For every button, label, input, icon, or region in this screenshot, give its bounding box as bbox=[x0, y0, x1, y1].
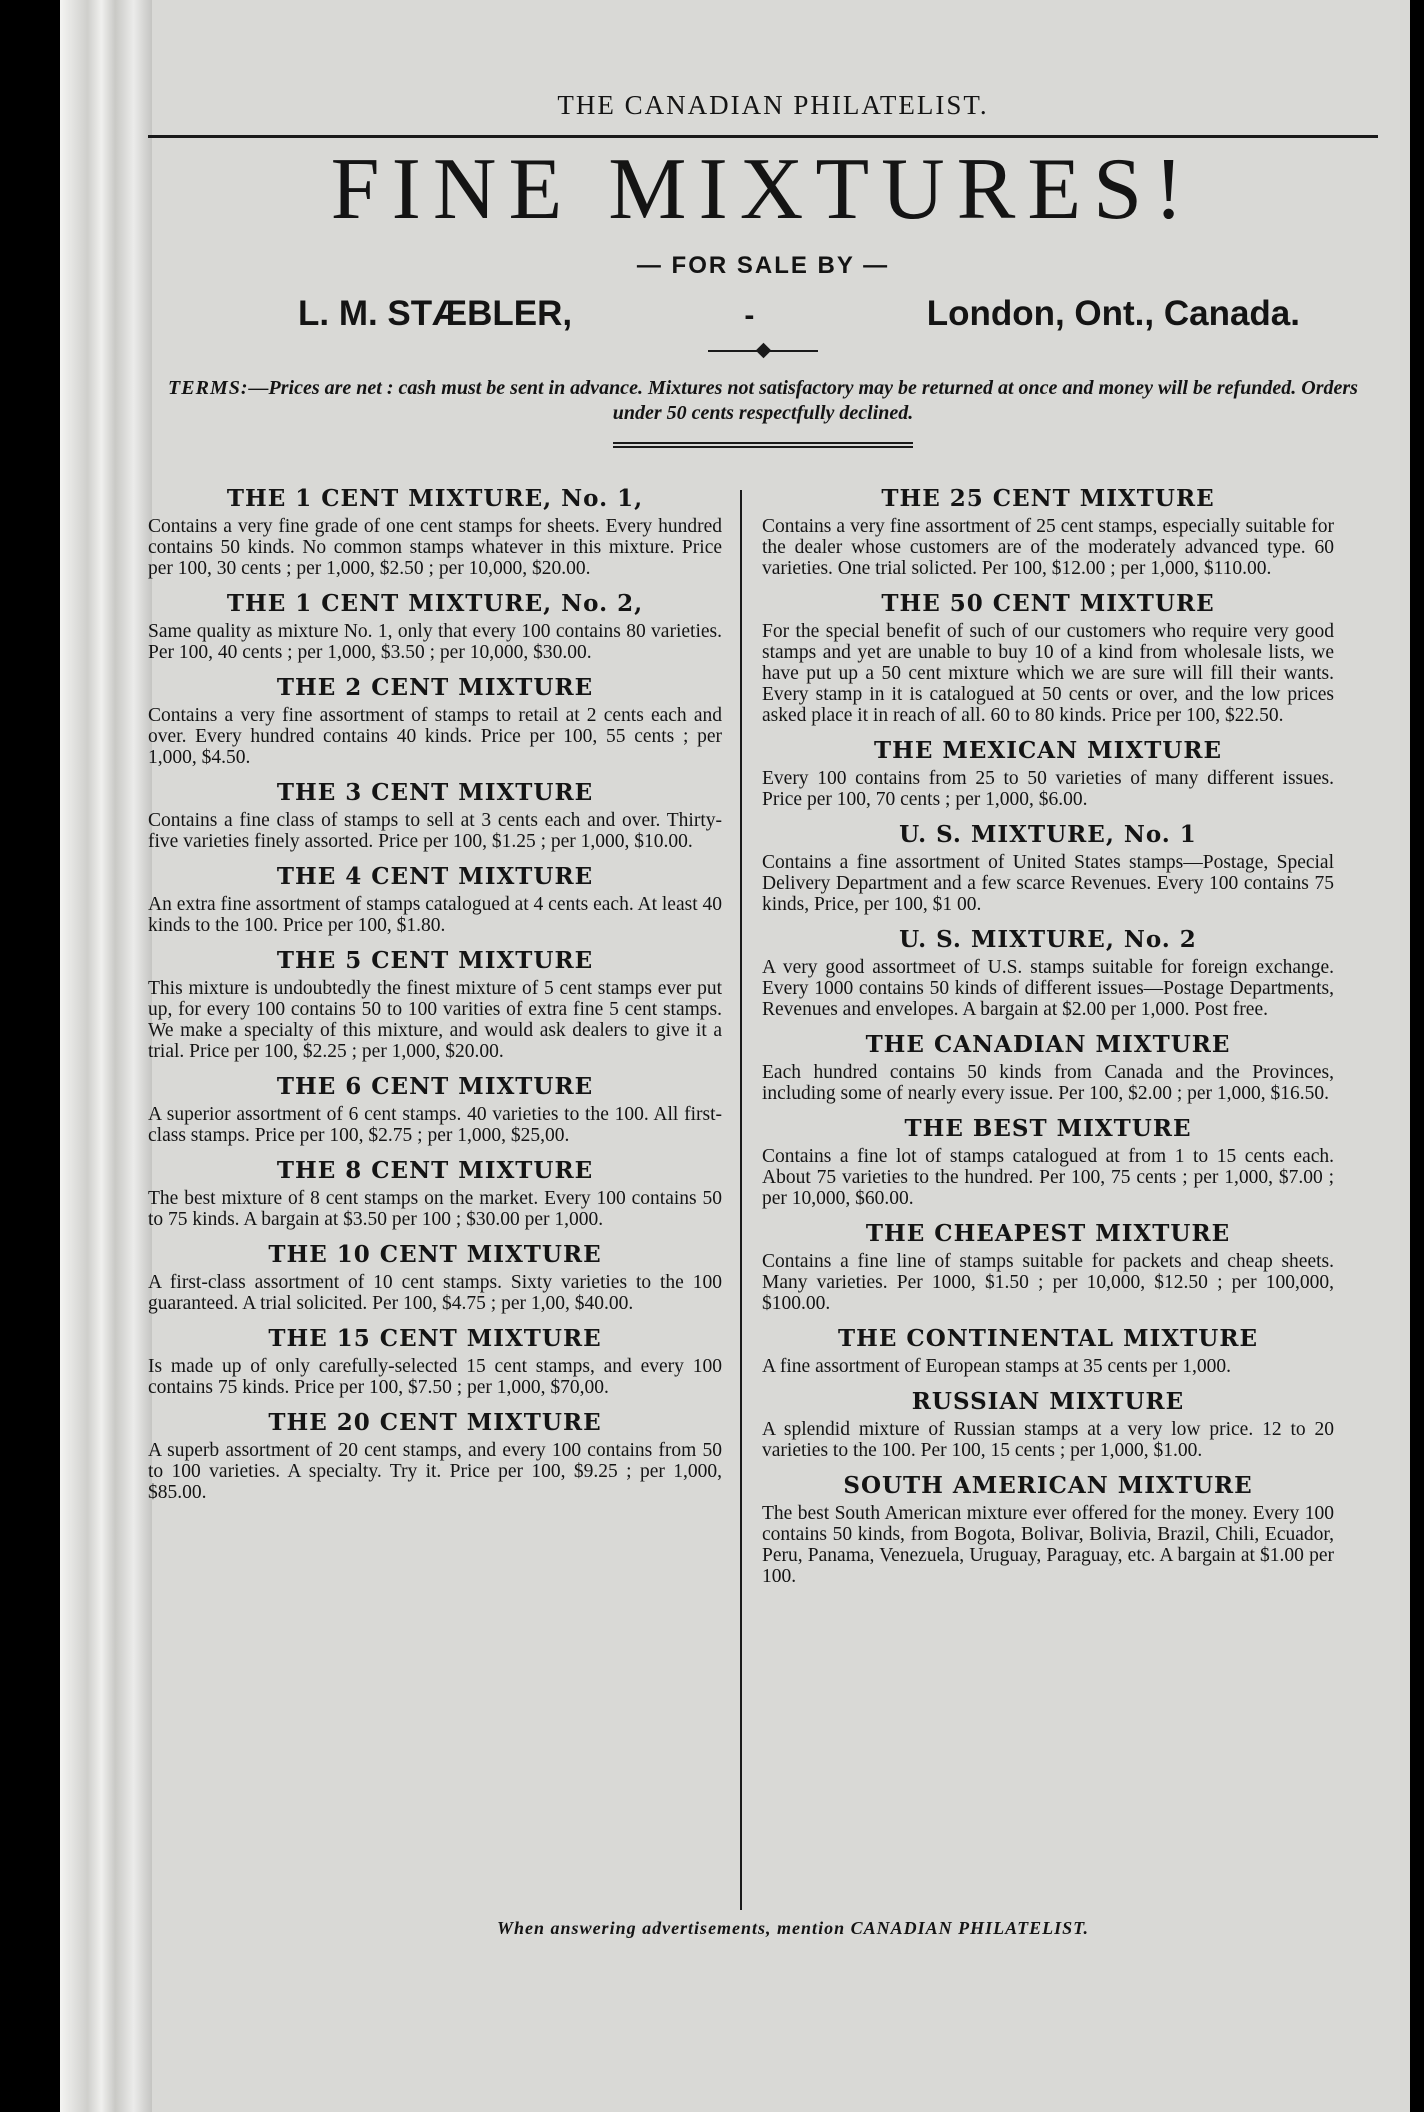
mixture-section bbox=[762, 1469, 1334, 1587]
mixture-section bbox=[148, 1322, 722, 1398]
advertisement-page bbox=[148, 90, 1378, 2050]
mixture-description: A very good assortmeet of U.S. stamps suitable for foreign exchange. Every 1000 contains 50 kinds of different issues—Postage Departments, Revenues and envelopes. A bargain at $2.00 per 1,000. Post free. bbox=[762, 957, 1334, 1020]
mixture-description: A superb assortment of 20 cent stamps, and every 100 contains from 50 to 100 varieties. A specialty. Try it. Price per 100, $9.25 ; per 1,000, $85.00. bbox=[148, 1440, 722, 1503]
mixture-section bbox=[762, 734, 1334, 810]
mixture-title: THE CONTINENTAL MIXTURE bbox=[838, 1325, 1258, 1352]
for-sale-by: — FOR SALE BY — bbox=[636, 252, 890, 279]
left-column bbox=[148, 482, 740, 1912]
mixture-description: The best mixture of 8 cent stamps on the market. Every 100 contains 50 to 75 kinds. A bargain at $3.50 per 100 ; $30.00 per 1,000. bbox=[148, 1188, 722, 1230]
mixture-description: Contains a very fine assortment of stamps to retail at 2 cents each and over. Every hundred contains 40 kinds. Price per 100, 55 cents ; per 1,000, $4.50. bbox=[148, 705, 722, 768]
mixture-title: THE 15 CENT MIXTURE bbox=[268, 1325, 602, 1352]
mixture-section bbox=[762, 1112, 1334, 1209]
seller-line bbox=[148, 294, 1378, 334]
mixture-description: Is made up of only carefully-selected 15 cent stamps, and every 100 contains 75 kinds. Price per 100, $7.50 ; per 1,000, $70,00. bbox=[148, 1356, 722, 1398]
mixture-title: U. S. MIXTURE, No. 2 bbox=[899, 926, 1197, 953]
mixture-title: THE 5 CENT MIXTURE bbox=[276, 947, 594, 974]
mixture-title: THE 50 CENT MIXTURE bbox=[881, 590, 1215, 617]
mixture-description: For the special benefit of such of our customers who require very good stamps and yet are unable to buy 10 of a kind from wholesale lists, we have put up a 50 cent mixture which we are sure will fill their wants. Every stamp in it is catalogued at 50 cents or over, and the low prices asked place it in reach of all. 60 to 80 kinds. Price per 100, $22.50. bbox=[762, 621, 1334, 726]
page-edge-strip bbox=[60, 0, 152, 2112]
mixture-description: This mixture is undoubtedly the finest mixture of 5 cent stamps ever put up, for every 100 contains 50 to 100 varities of extra fine 5 cent stamps. We make a specialty of this mixture, and would ask dealers to give it a trial. Price per 100, $2.25 ; per 1,000, $20.00. bbox=[148, 978, 722, 1062]
mixture-title: THE 25 CENT MIXTURE bbox=[881, 485, 1215, 512]
mixture-title: THE 1 CENT MIXTURE, No. 2, bbox=[226, 590, 644, 617]
terms bbox=[148, 376, 1378, 426]
mixture-title: RUSSIAN MIXTURE bbox=[911, 1388, 1185, 1415]
mixture-description: Contains a fine lot of stamps catalogued at from 1 to 15 cents each. About 75 varieties to the hundred. Per 100, 75 cents ; per 1,000, $7.00 ; per 10,000, $60.00. bbox=[762, 1146, 1334, 1209]
mixture-title: THE 4 CENT MIXTURE bbox=[276, 863, 594, 890]
mixture-section bbox=[762, 1322, 1334, 1377]
mixture-section bbox=[762, 1217, 1334, 1314]
mixture-section bbox=[148, 776, 722, 852]
mixture-section bbox=[762, 1028, 1334, 1104]
mixture-section bbox=[762, 1385, 1334, 1461]
right-column bbox=[742, 482, 1334, 1912]
mixture-description: A superior assortment of 6 cent stamps. 40 varieties to the 100. All first-class stamps. Price per 100, $2.75 ; per 1,000, $25,00. bbox=[148, 1104, 722, 1146]
terms-text: —Prices are net : cash must be sent in advance. Mixtures not satisfactory may be returned at once and money will be refunded. Orders under 50 cents respectfully declined. bbox=[248, 377, 1358, 424]
mixture-description: Contains a very fine grade of one cent stamps for sheets. Every hundred contains 50 kinds. No common stamps whatever in this mixture. Price per 100, 30 cents ; per 1,000, $2.50 ; per 10,000, $20.00. bbox=[148, 516, 722, 579]
head-rule bbox=[148, 135, 1378, 138]
mixture-section bbox=[148, 1154, 722, 1230]
mixture-title: U. S. MIXTURE, No. 1 bbox=[899, 821, 1197, 848]
mixture-section bbox=[762, 587, 1334, 726]
seller-dash: - bbox=[744, 299, 755, 332]
running-head: THE CANADIAN PHILATELIST. bbox=[557, 90, 989, 120]
mixture-description: Contains a fine class of stamps to sell at 3 cents each and over. Thirty-five varieties finely assorted. Price per 100, $1.25 ; per 1,000, $10.00. bbox=[148, 810, 722, 852]
seller-location: London, Ont., Canada. bbox=[926, 294, 1300, 333]
mixture-title: THE 1 CENT MIXTURE, No. 1, bbox=[226, 485, 644, 512]
mixture-section bbox=[148, 671, 722, 768]
mixture-title: SOUTH AMERICAN MIXTURE bbox=[843, 1472, 1253, 1499]
mixture-title: THE MEXICAN MIXTURE bbox=[873, 737, 1223, 764]
mixture-section bbox=[148, 860, 722, 936]
columns bbox=[148, 482, 1378, 1912]
mixture-title: THE 2 CENT MIXTURE bbox=[276, 674, 594, 701]
mixture-title: THE CANADIAN MIXTURE bbox=[865, 1031, 1231, 1058]
ornament-rule bbox=[708, 344, 818, 358]
mixture-section bbox=[762, 923, 1334, 1020]
mixture-description: Every 100 contains from 25 to 50 varieties of many different issues. Price per 100, 70 cents ; per 1,000, $6.00. bbox=[762, 768, 1334, 810]
mixture-section bbox=[148, 1238, 722, 1314]
mixture-description: Contains a very fine assortment of 25 cent stamps, especially suitable for the dealer whose customers are of the moderately advanced type. 60 varieties. One trial solicted. Per 100, $12.00 ; per 1,000, $110.00. bbox=[762, 516, 1334, 579]
double-rule bbox=[613, 442, 913, 448]
mixture-description: A first-class assortment of 10 cent stamps. Sixty varieties to the 100 guaranteed. A trial solicited. Per 100, $4.75 ; per 1,00, $40.00. bbox=[148, 1272, 722, 1314]
mixture-description: Contains a fine assortment of United States stamps—Postage, Special Delivery Department and a few scarce Revenues. Every 100 contains 75 kinds, Price, per 100, $1 00. bbox=[762, 852, 1334, 915]
mixture-description: Contains a fine line of stamps suitable for packets and cheap sheets. Many varieties. Per 1000, $1.50 ; per 10,000, $12.50 ; per 100,000, $100.00. bbox=[762, 1251, 1334, 1314]
mixture-description: A fine assortment of European stamps at 35 cents per 1,000. bbox=[762, 1356, 1231, 1377]
mixture-section bbox=[148, 1406, 722, 1503]
mixture-description: Each hundred contains 50 kinds from Canada and the Provinces, including some of nearly every issue. Per 100, $2.00 ; per 1,000, $16.50. bbox=[762, 1062, 1334, 1104]
mixture-section bbox=[762, 818, 1334, 915]
footer-note: When answering advertisements, mention CANADIAN PHILATELIST. bbox=[497, 1918, 1089, 1938]
mixture-title: THE 8 CENT MIXTURE bbox=[276, 1157, 594, 1184]
terms-label: TERMS: bbox=[168, 377, 249, 399]
seller-name: L. M. STÆBLER, bbox=[298, 294, 573, 333]
mixture-section bbox=[762, 482, 1334, 579]
mixture-section bbox=[148, 944, 722, 1062]
mixture-title: THE 6 CENT MIXTURE bbox=[276, 1073, 594, 1100]
mixture-description: The best South American mixture ever offered for the money. Every 100 contains 50 kinds, from Bogota, Bolivar, Bolivia, Brazil, Chili, Ecuador, Peru, Panama, Venezuela, Uruguay, Paraguay, etc. A bargain at $1.00 per 100. bbox=[762, 1503, 1334, 1587]
mixture-title: THE 3 CENT MIXTURE bbox=[276, 779, 594, 806]
main-title: FINE MIXTURES! bbox=[330, 141, 1196, 238]
mixture-title: THE 10 CENT MIXTURE bbox=[268, 1241, 602, 1268]
mixture-section bbox=[148, 587, 722, 663]
mixture-section bbox=[148, 1070, 722, 1146]
mixture-section bbox=[148, 482, 722, 579]
mixture-title: THE 20 CENT MIXTURE bbox=[268, 1409, 602, 1436]
mixture-title: THE CHEAPEST MIXTURE bbox=[865, 1220, 1231, 1247]
mixture-title: THE BEST MIXTURE bbox=[904, 1115, 1192, 1142]
mixture-description: Same quality as mixture No. 1, only that every 100 contains 80 varieties. Per 100, 40 cents ; per 1,000, $3.50 ; per 10,000, $30.00. bbox=[148, 621, 722, 663]
mixture-description: An extra fine assortment of stamps catalogued at 4 cents each. At least 40 kinds to the 100. Price per 100, $1.80. bbox=[148, 894, 722, 936]
mixture-description: A splendid mixture of Russian stamps at a very low price. 12 to 20 varieties to the 100. Per 100, 15 cents ; per 1,000, $1.00. bbox=[762, 1419, 1334, 1461]
